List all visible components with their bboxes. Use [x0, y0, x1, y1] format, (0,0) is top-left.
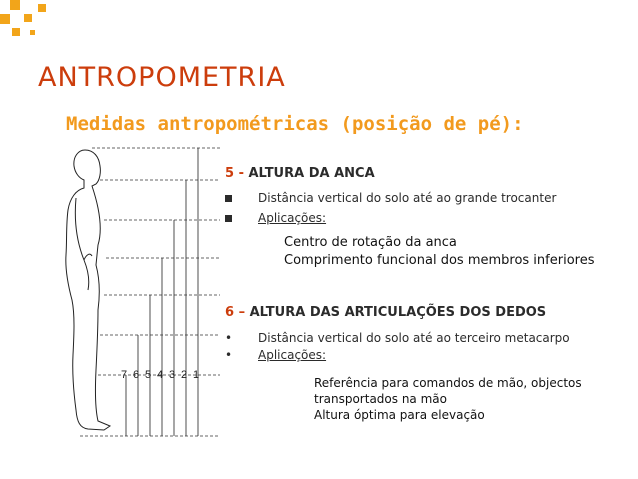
scale-label: 5 — [144, 369, 152, 381]
section6-application-1: Referência para comandos de mão, objectos — [314, 376, 582, 390]
scale-label: 3 — [168, 369, 176, 381]
standing-human-figure-icon — [40, 140, 225, 444]
bullet-dot-icon: • — [225, 331, 233, 345]
scale-label: 2 — [180, 369, 188, 381]
section5-heading — [225, 166, 375, 181]
bullet-dot-icon: • — [225, 348, 233, 362]
section6-application-3: Altura óptima para elevação — [314, 408, 485, 422]
section6-application-2: transportados na mão — [314, 392, 447, 406]
section6-heading — [225, 305, 546, 320]
bullet-square-icon — [225, 195, 232, 202]
section5-application-1: Centro de rotação da anca — [284, 235, 457, 250]
section5-number: 5 - — [225, 166, 244, 181]
section6-title: ALTURA DAS ARTICULAÇÕES DOS DEDOS — [249, 305, 547, 320]
page-title: ANTROPOMETRIA — [38, 62, 286, 93]
section6-number: 6 – — [225, 305, 246, 320]
scale-label: 4 — [156, 369, 164, 381]
section5-application-2: Comprimento funcional dos membros inferiores — [284, 253, 595, 268]
page-subtitle: Medidas antropométricas (posição de pé): — [66, 113, 524, 135]
scale-label: 6 — [132, 369, 140, 381]
scale-label: 7 — [120, 369, 128, 381]
bullet-square-icon — [225, 215, 232, 222]
section5-title: ALTURA DA ANCA — [248, 166, 375, 181]
scale-label: 1 — [192, 369, 200, 381]
